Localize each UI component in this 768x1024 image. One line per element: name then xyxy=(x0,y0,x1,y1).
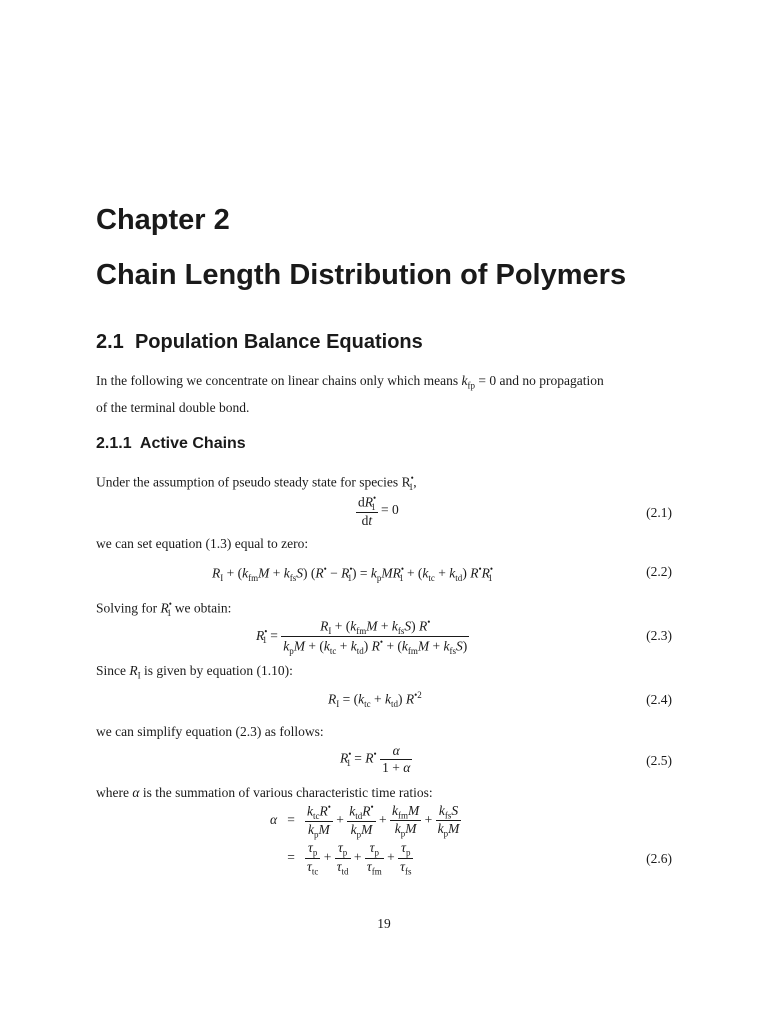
section-title: Population Balance Equations xyxy=(134,331,423,353)
chapter-label: Chapter 2 xyxy=(96,204,230,236)
equation-number: (2.2) xyxy=(646,564,672,579)
equation-2-6-line-2: = $\frac{\tau_p}{\tau_{tc}}$ + $\frac{\tau_p}{\tau_{td}}$ + $\frac{\tau_p}{\tau_{fm}}$ + $\frac{\tau_p}{\tau_{fs}}$ xyxy=(277,840,412,877)
text-simplify: we can simplify equation (2.3) as follows: xyxy=(96,724,324,739)
equation-number: (2.5) xyxy=(646,753,672,768)
equation-2-4: $R_I = (k_{tc} + k_{td})$ $R^{•2}$ xyxy=(328,690,422,710)
subsection-number: 2.1.1 xyxy=(96,435,132,452)
section-number: 2.1 xyxy=(96,331,124,353)
equation-2-6-line-1: α = $\frac{k_{tc}R^•}{k_pM}$ + $\frac{k_{td}R^•}{k_pM}$ + $\frac{k_{fm}M}{k_pM}$ + $\frac{k_{fs}S}{k_pM}$ xyxy=(270,802,460,840)
text-solving-for: Solving for $R^•_1$ we obtain: xyxy=(96,599,232,619)
page-number: 19 xyxy=(377,916,391,931)
equation-2-1: $\frac{dR^•_1}{dt}$ = 0 xyxy=(358,493,399,529)
equation-2-2: $R_I + (k_{fm}M + k_{fs}S) (R^• - R^•_1) = k_pMR^•_1 + (k_{tc} + k_{td})$ $R^•R^•_1$ xyxy=(212,564,493,584)
section-heading xyxy=(96,331,423,354)
equation-number: (2.3) xyxy=(646,628,672,643)
chapter-title: Chain Length Distribution of Polymers xyxy=(96,259,627,291)
equation-2-5: $R^•_1 = R^•$ $\frac{\alpha}{1 + \alpha}$ xyxy=(340,743,411,775)
text-since-ri: Since $R_I$ is given by equation (1.10): xyxy=(96,663,293,681)
equation-number: (2.1) xyxy=(646,505,672,520)
equation-number: (2.4) xyxy=(646,692,672,707)
intro-paragraph: In the following we concentrate on linear chains only which means $k_{fp} = 0$ and no propagation of the terminal double bond. xyxy=(96,373,604,415)
subsection-title: Active Chains xyxy=(139,435,246,452)
subsection-heading xyxy=(96,435,246,453)
text-pseudo-steady-state: Under the assumption of pseudo steady state for species $R^•_1$, xyxy=(96,473,417,493)
equation-2-3: $R^•_1$ = $\frac{R_I + (k_{fm}M + k_{fs}S) R^•}{k_pM + (k_{tc} + k_{td}) R^• + (k_{fm}M + k_{fs}S)}$ xyxy=(256,617,468,657)
text-where-alpha: where α is the summation of various characteristic time ratios: xyxy=(96,785,433,800)
text-set-equation-zero: we can set equation (1.3) equal to zero: xyxy=(96,536,309,551)
equation-number: (2.6) xyxy=(646,851,672,866)
